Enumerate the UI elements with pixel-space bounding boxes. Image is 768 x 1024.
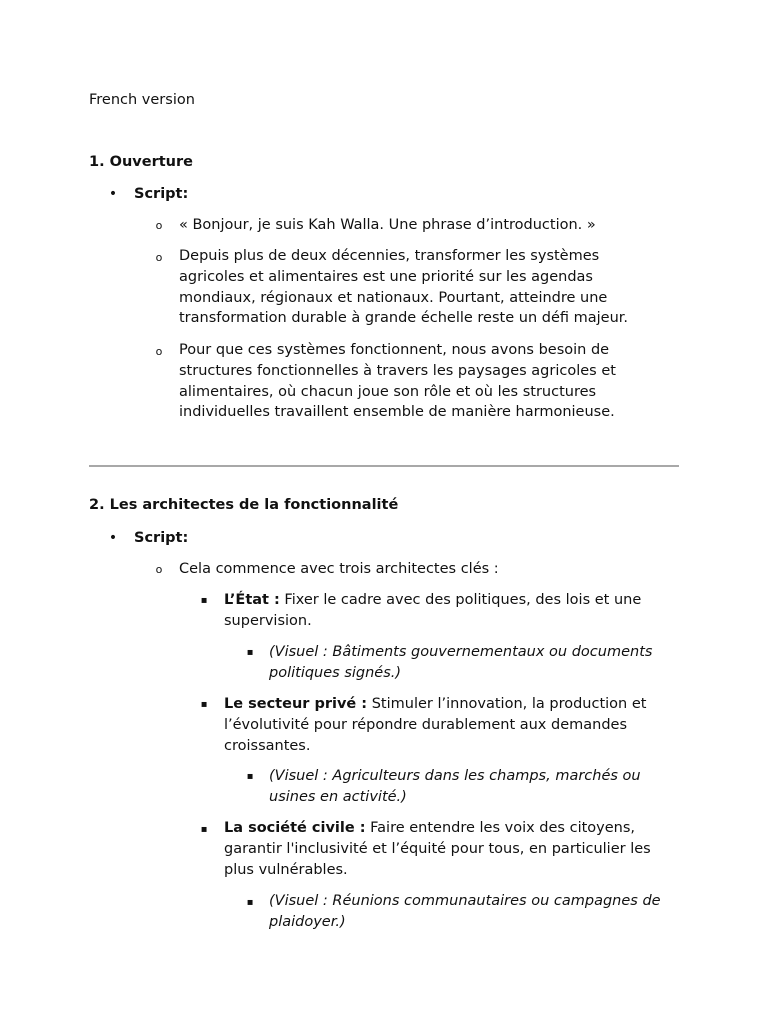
text-line: alimentaires, où chacun joue son rôle et où les structures bbox=[179, 383, 597, 400]
text-line bbox=[224, 590, 641, 611]
square-bullet: ▪ bbox=[200, 595, 208, 606]
disc-bullet: • bbox=[108, 186, 118, 202]
text-line: Pour que ces systèmes fonctionnent, nous avons besoin de bbox=[179, 342, 610, 358]
text-line: croissantes. bbox=[224, 737, 311, 754]
architect-text: Faire entendre les voix des citoyens, bbox=[365, 820, 636, 836]
circle-bullet: o bbox=[155, 345, 163, 358]
text-line: agricoles et alimentaires est une priorité sur les agendas bbox=[179, 268, 593, 285]
architect-text: Stimuler l’innovation, la production et bbox=[367, 696, 647, 712]
section-1-script-label: Script: bbox=[134, 186, 189, 202]
architect-text: Fixer le cadre avec des politiques, des lois et une bbox=[279, 592, 642, 608]
text-line bbox=[224, 694, 646, 715]
text-line: (Visuel : Agriculteurs dans les champs, marchés ou bbox=[269, 768, 641, 784]
text-line: garantir l'inclusivité et l’équité pour tous, en particulier les bbox=[224, 840, 651, 857]
section-2-script-label: Script: bbox=[134, 530, 189, 546]
circle-bullet: o bbox=[155, 219, 163, 232]
architect-secteur-prive bbox=[224, 694, 646, 756]
section-divider bbox=[89, 465, 679, 467]
square-bullet: ▪ bbox=[246, 771, 254, 782]
circle-bullet: o bbox=[155, 563, 163, 576]
visual-note-etat bbox=[269, 642, 652, 684]
architect-label: La société civile : bbox=[224, 820, 366, 836]
section-1-heading: 1. Ouverture bbox=[89, 154, 193, 170]
document-header: French version bbox=[89, 92, 195, 108]
text-line: supervision. bbox=[224, 612, 312, 629]
text-line: plus vulnérables. bbox=[224, 861, 348, 878]
square-bullet: ▪ bbox=[200, 699, 208, 710]
square-bullet: ▪ bbox=[246, 897, 254, 908]
square-bullet: ▪ bbox=[246, 647, 254, 658]
text-line: Depuis plus de deux décennies, transformer les systèmes bbox=[179, 248, 600, 264]
disc-bullet: • bbox=[108, 530, 118, 546]
section-2-intro: Cela commence avec trois architectes clés : bbox=[179, 561, 499, 577]
square-bullet: ▪ bbox=[200, 824, 208, 835]
architect-societe-civile bbox=[224, 818, 651, 880]
architect-label: L’État : bbox=[224, 592, 280, 608]
text-line: (Visuel : Réunions communautaires ou campagnes de bbox=[269, 893, 661, 909]
text-line: l’évolutivité pour répondre durablement aux demandes bbox=[224, 716, 628, 733]
text-line: usines en activité.) bbox=[269, 788, 407, 805]
section-1-item-2 bbox=[179, 246, 628, 329]
text-line: individuelles travaillent ensemble de manière harmonieuse. bbox=[179, 404, 615, 421]
text-line: mondiaux, régionaux et nationaux. Pourtant, atteindre une bbox=[179, 289, 608, 306]
text-line: structures fonctionnelles à travers les paysages agricoles et bbox=[179, 362, 616, 379]
text-line: (Visuel : Bâtiments gouvernementaux ou documents bbox=[269, 644, 653, 660]
text-line: transformation durable à grande échelle reste un défi majeur. bbox=[179, 310, 628, 327]
section-1-item-3 bbox=[179, 340, 616, 423]
text-line bbox=[224, 818, 651, 839]
architect-label: Le secteur privé : bbox=[224, 696, 368, 712]
text-line: plaidoyer.) bbox=[269, 913, 346, 930]
visual-note-secteur-prive bbox=[269, 766, 641, 808]
architect-etat bbox=[224, 590, 641, 632]
visual-note-societe-civile bbox=[269, 891, 661, 933]
section-1-item-1: « Bonjour, je suis Kah Walla. Une phrase d’introduction. » bbox=[179, 217, 596, 233]
text-line: politiques signés.) bbox=[269, 664, 402, 681]
circle-bullet: o bbox=[155, 251, 163, 264]
section-2-heading: 2. Les architectes de la fonctionnalité bbox=[89, 497, 399, 513]
